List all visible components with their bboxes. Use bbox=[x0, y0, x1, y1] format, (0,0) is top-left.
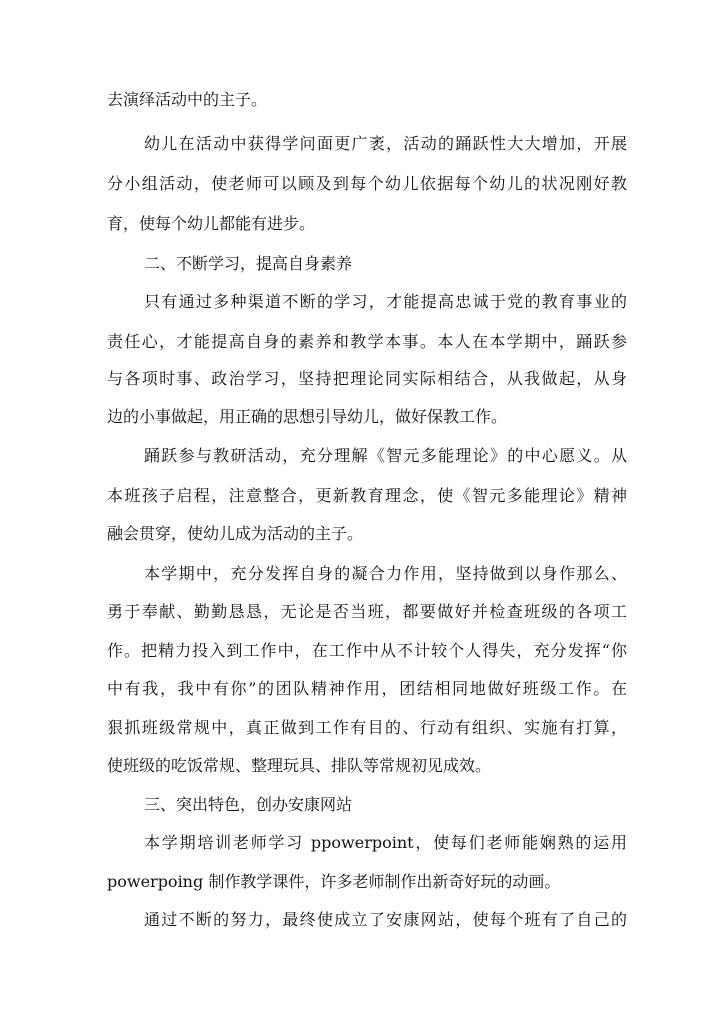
text-line: 勇于奉献、勤勤恳恳，无论是否当班，都要做好并检查班级的各项工 bbox=[107, 602, 627, 621]
paragraph-line: 通过不断的努力，最终使成立了安康网站，使每个班有了自己的 bbox=[144, 910, 627, 929]
text-line: 育，使每个幼儿都能有进步。 bbox=[107, 214, 316, 233]
text-line: 责任心，才能提高自身的素养和教学本事。本人在本学期中，踊跃参 bbox=[107, 332, 627, 351]
text-line: 作。把精力投入到工作中，在工作中从不计较个人得失，充分发挥“你 bbox=[107, 641, 627, 660]
paragraph-line: 踊跃参与教研活动，充分理解《智元多能理论》的中心愿义。从 bbox=[144, 446, 627, 465]
text-line: 本班孩子启程，注意整合，更新教育理念，使《智元多能理论》精神 bbox=[107, 486, 627, 505]
paragraph-line: 本学期中，充分发挥自身的凝合力作用，坚持做到以身作那么、 bbox=[144, 564, 627, 583]
text-line: 边的小事做起，用正确的思想引导幼儿，做好保教工作。 bbox=[107, 407, 508, 426]
paragraph-line: 幼儿在活动中获得学问面更广袤，活动的踊跃性大大增加，开展 bbox=[144, 134, 627, 153]
text-line: 使班级的吃饭常规、整理玩具、排队等常规初见成效。 bbox=[107, 756, 492, 775]
text-line: 融会贯穿，使幼儿成为活动的主子。 bbox=[107, 524, 364, 543]
paragraph-line: 本学期培训老师学习 ppowerpoint，使每们老师能娴熟的运用 bbox=[144, 833, 627, 852]
section-heading: 三、突出特色，创办安康网站 bbox=[144, 795, 353, 814]
text-line: powerpoing 制作教学课件，许多老师制作出新奇好玩的动画。 bbox=[107, 872, 561, 891]
text-line: 与各项时事、政治学习，坚持把理论同实际相结合，从我做起，从身 bbox=[107, 369, 627, 388]
paragraph-line: 只有通过多种渠道不断的学习，才能提高忠诚于党的教育事业的 bbox=[144, 292, 627, 311]
text-line: 中有我，我中有你”的团队精神作用，团结相同地做好班级工作。在 bbox=[107, 679, 627, 698]
section-heading: 二、不断学习，提高自身素养 bbox=[144, 254, 353, 273]
text-line: 狠抓班级常规中，真正做到工作有目的、行动有组织、实施有打算， bbox=[107, 718, 627, 737]
text-line: 分小组活动，使老师可以顾及到每个幼儿依据每个幼儿的状况刚好教 bbox=[107, 174, 627, 193]
text-line: 去演绎活动中的主子。 bbox=[107, 90, 268, 109]
